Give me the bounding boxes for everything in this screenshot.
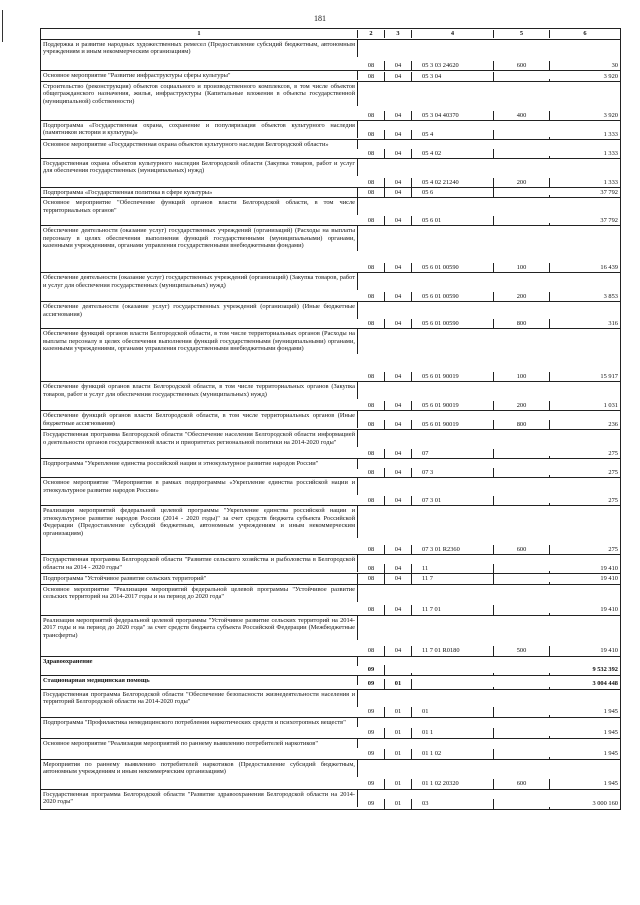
row-amount: 37 792: [600, 217, 618, 224]
table-row: [41, 188, 620, 198]
row-target-article: 11 7: [412, 574, 494, 583]
table-row: [41, 273, 620, 302]
row-subsection: 04: [385, 564, 412, 573]
row-subsection: 04: [385, 449, 412, 458]
row-expense-type: [494, 807, 550, 809]
row-target-article: 01 1 02: [412, 749, 494, 758]
row-amount: 15 917: [600, 373, 618, 380]
row-subsection: 04: [385, 263, 412, 272]
row-subsection: 04: [385, 496, 412, 505]
row-section: 08: [358, 130, 385, 139]
row-subsection: 04: [385, 574, 412, 583]
row-name: Обеспечение функций органов власти Белгородской области, в том числе территориальных органов (Закупка товаров, работ и услуг для обеспечения государственных (муниципальных) нужд): [41, 382, 358, 399]
row-expense-type: [494, 582, 550, 584]
row-section: 08: [358, 401, 385, 410]
row-amount: 1 333: [603, 130, 618, 138]
row-target-article: 05 6: [412, 188, 494, 197]
row-target-article: 05 3 04 40370: [412, 111, 494, 120]
row-expense-type: 800: [494, 319, 550, 328]
row-section: 08: [358, 61, 385, 70]
table-row: [41, 676, 620, 690]
row-name: Основное мероприятие «Государственная охрана объектов культурного наследия Белгородской области»: [41, 140, 358, 149]
row-section: 09: [358, 749, 385, 758]
row-amount: 275: [608, 469, 618, 476]
row-name: Здравоохранение: [41, 657, 358, 666]
row-amount: 1 945: [603, 780, 618, 788]
table-row: [41, 555, 620, 574]
row-amount: 19 410: [600, 606, 618, 614]
row-subsection: [385, 673, 412, 675]
row-name: Подпрограмма «Государственная политика в сфере культуры»: [41, 188, 358, 197]
row-expense-type: [494, 503, 550, 505]
row-expense-type: [494, 137, 550, 139]
row-amount: 3 000 160: [592, 800, 618, 808]
table-row: [41, 574, 620, 584]
row-name: Реализация мероприятий федеральной целевой программы "Укрепление единства российской нации и этнокультурное развитие народов России (2014 - 2020 годы)" за счет средств бюджета субъекта Российской Федерации (Предоставление субсидий бюджетным, автономным учреждениям и иным некоммерческим организациям): [41, 506, 358, 538]
row-name: Поддержка и развитие народных художественных ремесел (Предоставление субсидий бюджетным, автономным учреждениям и иным некоммерческим организациям): [41, 40, 358, 57]
table-row: [41, 478, 620, 506]
row-target-article: [412, 687, 494, 689]
row-name: Государственная программа Белгородской области "Развитие здравоохранения Белгородской области на 2014-2020 годы": [41, 790, 358, 807]
row-section: 08: [358, 216, 385, 225]
row-amount: 1 031: [603, 402, 618, 409]
row-section: 08: [358, 496, 385, 505]
row-amount: 1 945: [603, 708, 618, 716]
row-target-article: 07 3: [412, 468, 494, 477]
row-section: 08: [358, 292, 385, 301]
row-target-article: 03: [412, 799, 494, 808]
row-target-article: 11: [412, 564, 494, 573]
row-target-article: 07 3 01: [412, 496, 494, 505]
row-name: Основное мероприятие "Обеспечение функций органов власти Белгородской области, в том числе территориальных органов": [41, 198, 358, 215]
row-section: 08: [358, 72, 385, 81]
row-amount: 19 410: [600, 647, 618, 655]
row-target-article: 05 6 01 00590: [412, 292, 494, 301]
row-amount: 37 792: [600, 189, 618, 196]
row-target-article: 05 3 03 24620: [412, 61, 494, 70]
row-name: Подпрограмма "Укрепление единства российской нации и этнокультурное развитие народов России": [41, 459, 358, 468]
row-subsection: 04: [385, 468, 412, 477]
table-row: [41, 411, 620, 430]
table-row: [41, 790, 620, 809]
row-name: Реализация мероприятий федеральной целевой программы "Устойчивое развитие сельских территорий на 2014-2017 годы и на период до 2020 года" за счет средств бюджета субъекта Российской Федерации (Межбюджетные трансферты): [41, 616, 358, 640]
row-target-article: 11 7 01 R0180: [412, 646, 494, 655]
row-section: 09: [358, 799, 385, 808]
row-subsection: 04: [385, 216, 412, 225]
row-amount: 19 410: [600, 565, 618, 572]
row-amount: 3 004 448: [592, 680, 618, 688]
row-section: 08: [358, 449, 385, 458]
row-subsection: 04: [385, 130, 412, 139]
row-section: 08: [358, 149, 385, 158]
row-name: Обеспечение функций органов власти Белгородской области, в том числе территориальных органов (Расходы на выплаты персоналу в целях обеспечения выполнения функций государственными (муниципальными) органами, казенными учреждениями, органами управления государственными внебюджетными фондами): [41, 329, 358, 353]
row-section: 08: [358, 263, 385, 272]
row-section: 08: [358, 574, 385, 583]
row-expense-type: [494, 223, 550, 225]
row-target-article: 05 6 01 90019: [412, 372, 494, 381]
row-target-article: 05 3 04: [412, 72, 494, 81]
row-amount: 19 410: [600, 575, 618, 583]
row-name: Основное мероприятие "Мероприятия в рамках подпрограммы «Укрепление единства российской нации и этнокультурное развитие народов России»: [41, 478, 358, 495]
row-name: Подпрограмма "Устойчивое развитие сельских территорий": [41, 574, 358, 583]
row-section: 09: [358, 779, 385, 788]
row-amount: 1 945: [603, 750, 618, 758]
row-name: Мероприятия по раннему выявлению потребителей наркотиков (Предоставление субсидий бюджетным, автономным учреждениям и иным некоммерческим организациям): [41, 760, 358, 777]
header-col-2: 2: [358, 30, 385, 37]
header-col-4: 4: [412, 30, 494, 37]
row-section: 09: [358, 728, 385, 737]
row-section: 08: [358, 605, 385, 614]
row-name: Основное мероприятие "Реализация мероприятий федеральной целевой программы "Устойчивое развитие сельских территорий на 2014-2017 годы и на период до 2020 года": [41, 585, 358, 602]
row-expense-type: [494, 571, 550, 573]
row-amount: 275: [608, 497, 618, 504]
row-amount: 30: [611, 61, 618, 69]
row-subsection: 04: [385, 545, 412, 554]
row-amount: 3 920: [603, 72, 618, 80]
row-section: 09: [358, 665, 385, 674]
row-subsection: 04: [385, 401, 412, 410]
row-expense-type: 600: [494, 61, 550, 70]
row-subsection: 04: [385, 605, 412, 614]
row-amount: 1 333: [603, 149, 618, 157]
row-subsection: 01: [385, 799, 412, 808]
row-target-article: 05 4: [412, 130, 494, 139]
row-expense-type: 200: [494, 401, 550, 410]
table-body: [41, 40, 620, 809]
row-expense-type: 100: [494, 263, 550, 272]
table-row: [41, 506, 620, 555]
row-expense-type: [494, 715, 550, 717]
table-row: [41, 459, 620, 478]
row-target-article: 05 6 01 00590: [412, 263, 494, 272]
row-target-article: 05 6 01 90019: [412, 420, 494, 429]
row-name: Основное мероприятие "Развитие инфраструктуры сферы культуры": [41, 71, 358, 80]
row-section: 08: [358, 111, 385, 120]
table-row: [41, 690, 620, 718]
row-section: 08: [358, 178, 385, 187]
table-row: [41, 430, 620, 459]
row-amount: 9 532 392: [592, 666, 618, 674]
row-section: 08: [358, 545, 385, 554]
row-subsection: 04: [385, 292, 412, 301]
row-subsection: 01: [385, 707, 412, 716]
table-row: [41, 616, 620, 657]
row-section: 09: [358, 707, 385, 716]
row-expense-type: [494, 613, 550, 615]
row-section: 08: [358, 468, 385, 477]
row-section: 08: [358, 420, 385, 429]
row-name: Государственная охрана объектов культурного наследия Белгородской области (Закупка товаров, работ и услуг для обеспечения государственных (муниципальных) нужд): [41, 159, 358, 176]
row-amount: 316: [608, 320, 618, 327]
row-subsection: 01: [385, 728, 412, 737]
row-subsection: 04: [385, 646, 412, 655]
row-subsection: 01: [385, 749, 412, 758]
row-target-article: 05 6 01 90019: [412, 401, 494, 410]
row-section: 08: [358, 188, 385, 197]
row-name: Обеспечение деятельности (оказание услуг) государственных учреждений (организаций) (Расходы на выплаты персоналу в целях обеспечения выполнения функций государственными (муниципальными) органами, казенными учреждениями, органами управления государственными внебюджетными фондами): [41, 226, 358, 250]
header-col-3: 3: [385, 30, 412, 37]
row-target-article: 07: [412, 449, 494, 458]
row-target-article: 05 4 02: [412, 149, 494, 158]
row-subsection: 01: [385, 679, 412, 688]
row-target-article: 11 7 01: [412, 605, 494, 614]
row-expense-type: 200: [494, 178, 550, 187]
row-section: 09: [358, 679, 385, 688]
row-expense-type: 200: [494, 292, 550, 301]
row-expense-type: [494, 687, 550, 689]
row-name: Подпрограмма "Профилактика немедицинского потребления наркотических средств и психотропных веществ": [41, 718, 358, 727]
row-name: Основное мероприятие "Реализация мероприятий по раннему выявлению потребителей наркотиков": [41, 739, 358, 748]
row-target-article: 07 3 01 R2360: [412, 545, 494, 554]
row-target-article: 01 1: [412, 728, 494, 737]
row-expense-type: [494, 475, 550, 477]
table-row: [41, 198, 620, 226]
table-row: [41, 329, 620, 382]
header-col-6: 6: [583, 30, 587, 38]
row-expense-type: 400: [494, 111, 550, 120]
row-subsection: 04: [385, 149, 412, 158]
row-expense-type: 500: [494, 646, 550, 655]
row-subsection: 04: [385, 372, 412, 381]
row-name: Стационарная медицинская помощь: [41, 676, 358, 685]
row-section: 08: [358, 319, 385, 328]
row-name: Государственная программа Белгородской области "Обеспечение населения Белгородской области информацией о деятельности органов государственной власти и приоритетах региональной политики на 2014-2020 годы": [41, 430, 358, 447]
row-subsection: 04: [385, 61, 412, 70]
row-name: Обеспечение деятельности (оказание услуг) государственных учреждений (организаций) (Иные бюджетные ассигнования): [41, 302, 358, 319]
row-expense-type: [494, 673, 550, 675]
row-name: Государственная программа Белгородской области "Обеспечение безопасности жизнедеятельности населения и территорий Белгородской области на 2014-2020 годы": [41, 690, 358, 707]
table-row: [41, 159, 620, 188]
row-target-article: 01: [412, 707, 494, 716]
table-row: [41, 739, 620, 760]
row-name: Обеспечение функций органов власти Белгородской области, в том числе территориальных органов (Иные бюджетные ассигнования): [41, 411, 358, 428]
row-expense-type: [494, 156, 550, 158]
row-expense-type: [494, 736, 550, 738]
table-row: [41, 302, 620, 329]
row-amount: 16 439: [600, 264, 618, 271]
row-name: Строительство (реконструкция) объектов социального и производственного комплексов, в том числе объектов общегражданского назначения, жилья, инфраструктуры (Капитальные вложения в объекты государственной (муниципальной) собственности): [41, 82, 358, 106]
row-target-article: 05 6 01 00590: [412, 319, 494, 328]
row-subsection: 04: [385, 188, 412, 197]
row-name: Обеспечение деятельности (оказание услуг) государственных учреждений (организаций) (Закупка товаров, работ и услуг для обеспечения государственных (муниципальных) нужд): [41, 273, 358, 290]
row-target-article: 05 4 02 21240: [412, 178, 494, 187]
table-row: [41, 82, 620, 121]
row-target-article: [412, 673, 494, 675]
row-subsection: 04: [385, 72, 412, 81]
header-col-1: 1: [41, 30, 358, 37]
row-amount: 275: [608, 450, 618, 457]
row-expense-type: 600: [494, 779, 550, 788]
row-section: 08: [358, 564, 385, 573]
row-expense-type: 600: [494, 545, 550, 554]
row-expense-type: [494, 195, 550, 197]
row-amount: 1 333: [603, 178, 618, 186]
budget-table: [40, 28, 621, 810]
table-row: [41, 382, 620, 411]
row-target-article: 05 6 01: [412, 216, 494, 225]
row-expense-type: [494, 757, 550, 759]
row-subsection: 04: [385, 111, 412, 120]
row-name: Подпрограмма «Государственная охрана, сохранение и популяризация объектов культурного наследия (памятников истории и культуры)»: [41, 121, 358, 138]
row-amount: 236: [608, 421, 618, 428]
page-number: 181: [314, 14, 326, 23]
row-amount: 275: [608, 546, 618, 553]
table-row: [41, 226, 620, 273]
table-row: [41, 585, 620, 616]
table-row: [41, 121, 620, 140]
row-name: Государственная программа Белгородской области "Развитие сельского хозяйства и рыболовства в Белгородской области на 2014 - 2020 годы": [41, 555, 358, 572]
table-row: [41, 140, 620, 159]
row-expense-type: 100: [494, 372, 550, 381]
table-row: [41, 40, 620, 71]
header-col-5: 5: [494, 30, 550, 37]
row-subsection: 01: [385, 779, 412, 788]
row-amount: 3 920: [603, 111, 618, 119]
row-expense-type: [494, 456, 550, 458]
table-row: [41, 657, 620, 676]
row-section: 08: [358, 646, 385, 655]
row-subsection: 04: [385, 319, 412, 328]
row-subsection: 04: [385, 178, 412, 187]
row-amount: 1 945: [603, 729, 618, 737]
row-target-article: 01 1 02 20320: [412, 779, 494, 788]
table-header: [41, 29, 620, 40]
row-expense-type: 800: [494, 420, 550, 429]
table-row: [41, 718, 620, 739]
table-row: [41, 760, 620, 790]
row-subsection: 04: [385, 420, 412, 429]
row-amount: 3 853: [603, 293, 618, 300]
table-row: [41, 71, 620, 82]
row-section: 08: [358, 372, 385, 381]
row-expense-type: [494, 79, 550, 81]
